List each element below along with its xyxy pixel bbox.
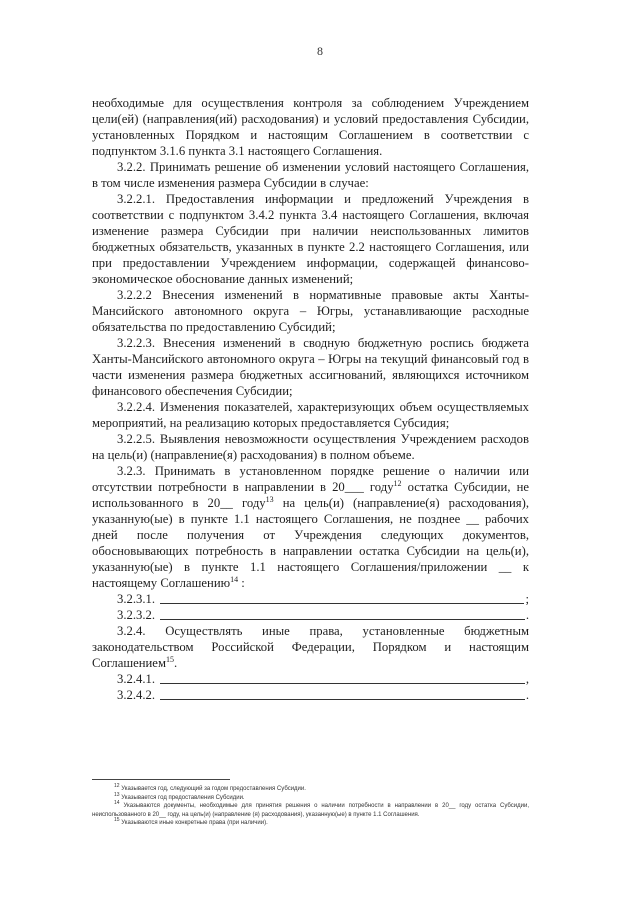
blank-fill-line: [160, 602, 524, 604]
paragraph-3-2-2-3: 3.2.2.3. Внесения изменений в сводную бюджетную роспись бюджета Ханты-Мансийского автономного округа – Югры на текущий финансовый год в части изменения размера бюджетных ассигнований, являющихся источником финансового обеспечения Субсидии;: [92, 336, 529, 398]
paragraph-3-2-3-part-d: :: [238, 576, 245, 590]
list-item-number: 3.2.3.2.: [117, 608, 156, 622]
footnote-number: 15: [114, 817, 120, 824]
footnote-number: 14: [114, 800, 120, 807]
paragraph-3-2-4-end: .: [173, 656, 178, 670]
list-item-number: 3.2.4.1.: [117, 672, 156, 686]
footnote-ref-14: 14: [230, 574, 239, 584]
paragraph-3-2-4-text: 3.2.4. Осуществлять иные права, установленные бюджетным законодательством Российской Федерации, Порядком и настоящим Соглашением: [92, 624, 529, 670]
list-item-end: ,: [525, 672, 529, 686]
list-item-number: 3.2.4.2.: [117, 688, 156, 702]
list-item-3-2-4-2: [92, 687, 529, 703]
footnote-ref-12: 12: [393, 478, 402, 488]
footnote-15: [92, 819, 529, 828]
footnote-12: [92, 785, 529, 794]
footnote-14: [92, 802, 529, 819]
paragraph-3-2-3-part-a: 3.2.3. Принимать в установленном порядке решение о наличии или отсутствии потребности в направлении в 20___ году: [92, 464, 529, 494]
paragraph-3-2-3-part-b: остатка Субсидии, не использованного в 20__ году: [92, 480, 529, 510]
list-item-3-2-3-1: [92, 591, 529, 607]
page-number: 8: [317, 44, 323, 58]
footnote-text: Указываются иные конкретные права (при наличии).: [121, 820, 268, 827]
list-item-3-2-3-2: [92, 607, 529, 623]
paragraph-3-2-2-5: 3.2.2.5. Выявления невозможности осуществления Учреждением расходов на цель(и) (направление(я) расходования) в полном объеме.: [92, 432, 529, 462]
blank-fill-line: [160, 618, 525, 620]
paragraph-3-2-3: [92, 463, 529, 591]
footnote-13: [92, 791, 529, 803]
footnotes: [92, 785, 529, 828]
footnote-separator: [92, 779, 230, 780]
footnote-text: Указывается год, следующий за годом предоставления Субсидии.: [121, 786, 306, 792]
footnote-ref-15: 15: [165, 654, 174, 664]
paragraph-3-2-2-4: 3.2.2.4. Изменения показателей, характеризующих объем осуществляемых мероприятий, на реализацию которых предоставляется Субсидия;: [92, 400, 529, 430]
list-item-number: 3.2.3.1.: [117, 592, 156, 606]
blank-fill-line: [160, 682, 525, 684]
paragraph-3-2-2-1: 3.2.2.1. Предоставления информации и предложений Учреждения в соответствии с подпунктом 3.4.2 пункта 3.4 настоящего Соглашения, включая изменение размера Субсидии при наличии неиспользованных лимитов бюджетных обязательств, указанных в пункте 2.2 настоящего Соглашения, или при предоставлении Учреждением информации, содержащей финансово-экономическое обоснование данных изменений;: [92, 192, 529, 286]
paragraph-3-2-3-part-c: на цель(и) (направление(я) расходования), указанную(ые) в пункте 1.1 настоящего Соглашения, не позднее __ рабочих дней после получения от Учреждения следующих документов, обосновывающих потребность в направлении остатка Субсидии на цель(и), указанную(ые) в пункте 1.1 настоящего Соглашения/приложении __ к настоящему Соглашению: [92, 496, 529, 590]
paragraph-3-2-2-2: 3.2.2.2 Внесения изменений в нормативные правовые акты Ханты-Мансийского автономного округа – Югры, устанавливающие расходные обязательства по предоставлению Субсидий;: [92, 288, 529, 334]
paragraph-3-2-4: [92, 623, 529, 671]
list-item-3-2-4-1: [92, 671, 529, 687]
paragraph-continuation: необходимые для осуществления контроля за соблюдением Учреждением цели(ей) (направления(ий) расходования) и условий предоставления Субсидии, установленных Порядком и настоящим Соглашением в соответствии с подпунктом 3.1.6 пункта 3.1 настоящего Соглашения.: [92, 96, 529, 158]
footnote-number: 12: [114, 783, 120, 789]
document-body: [92, 95, 529, 703]
footnote-ref-13: 13: [265, 494, 274, 504]
blank-fill-line: [160, 698, 525, 700]
footnote-text: Указывается год предоставления Субсидии.: [121, 794, 245, 801]
list-item-end: .: [525, 688, 529, 702]
list-item-end: ;: [525, 592, 529, 606]
list-item-end: .: [525, 608, 529, 622]
footnote-number: 13: [114, 791, 120, 798]
paragraph-3-2-2: 3.2.2. Принимать решение об изменении условий настоящего Соглашения, в том числе изменения размера Субсидии в случае:: [92, 160, 529, 190]
footnote-text: Указываются документы, необходимые для принятия решения о наличии потребности в направлении в 20__ году остатка Субсидии, неиспользованного в 20__ году, на цель(и) (направление (я) расходования), указанную(ые) в пункте 1.1 Соглашения.: [92, 803, 529, 818]
